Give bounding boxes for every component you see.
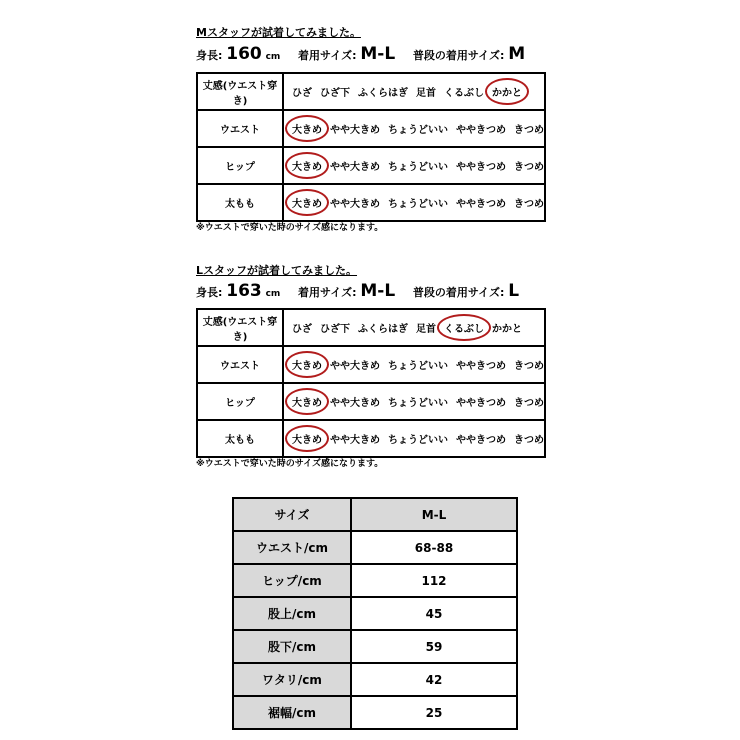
fit-option: きつめ bbox=[514, 435, 544, 446]
size-table-header-row bbox=[233, 498, 517, 531]
fit-option: やや大きめ bbox=[330, 162, 380, 173]
m-fit-note: ※ウエストで穿いた時のサイズ感になります。 bbox=[196, 223, 384, 233]
fit-option-selected: 大きめ bbox=[292, 158, 322, 173]
fit-row-label: 丈感(ウエスト穿き) bbox=[197, 309, 283, 346]
l-usual-size-value: L bbox=[508, 281, 520, 301]
size-row-label: ウエスト/cm bbox=[233, 531, 351, 564]
size-header-label: サイズ bbox=[233, 498, 351, 531]
size-row-value: 45 bbox=[351, 597, 517, 630]
fit-row bbox=[197, 383, 545, 420]
fit-option: ややきつめ bbox=[456, 398, 506, 409]
fit-options-cell bbox=[283, 383, 545, 420]
fit-row-label: ウエスト bbox=[197, 346, 283, 383]
fit-option-selected: かかと bbox=[492, 84, 522, 99]
l-usual-size-label: 普段の着用サイズ: bbox=[412, 286, 505, 299]
fit-row-label: ウエスト bbox=[197, 110, 283, 147]
size-row-label: ワタリ/cm bbox=[233, 663, 351, 696]
fit-options-cell bbox=[283, 147, 545, 184]
l-height-unit: cm bbox=[265, 289, 281, 299]
size-row-label: ヒップ/cm bbox=[233, 564, 351, 597]
size-row-label: 裾幅/cm bbox=[233, 696, 351, 729]
fit-option: ちょうどいい bbox=[388, 435, 448, 446]
fit-option: ひざ bbox=[292, 88, 312, 99]
fit-option: やや大きめ bbox=[330, 125, 380, 136]
m-height-value: 160 bbox=[226, 44, 262, 64]
l-try-size-value: M-L bbox=[360, 281, 396, 301]
fit-option: やや大きめ bbox=[330, 435, 380, 446]
l-try-size-label: 着用サイズ: bbox=[298, 286, 357, 299]
l-staff-stats bbox=[196, 281, 519, 301]
fit-options-cell bbox=[283, 346, 545, 383]
fit-option: ややきつめ bbox=[456, 125, 506, 136]
fit-option-selected: 大きめ bbox=[292, 195, 322, 210]
size-row bbox=[233, 663, 517, 696]
fit-row bbox=[197, 309, 545, 346]
fit-row-label: ヒップ bbox=[197, 383, 283, 420]
m-try-size-label: 着用サイズ: bbox=[298, 49, 357, 62]
fit-option: ややきつめ bbox=[456, 199, 506, 210]
fit-option: ひざ下 bbox=[320, 324, 350, 335]
size-row bbox=[233, 696, 517, 729]
fit-option-selected: 大きめ bbox=[292, 431, 322, 446]
l-height-value: 163 bbox=[226, 281, 262, 301]
fit-option: ひざ bbox=[292, 324, 312, 335]
fit-option: きつめ bbox=[514, 125, 544, 136]
fit-row-label: ヒップ bbox=[197, 147, 283, 184]
l-fit-table bbox=[196, 308, 546, 458]
fit-option-selected: 大きめ bbox=[292, 357, 322, 372]
fit-row-label: 丈感(ウエスト穿き) bbox=[197, 73, 283, 110]
m-try-size-value: M-L bbox=[360, 44, 396, 64]
fit-option: 足首 bbox=[416, 324, 436, 335]
fit-row bbox=[197, 147, 545, 184]
fit-option: 足首 bbox=[416, 88, 436, 99]
size-row-value: 68-88 bbox=[351, 531, 517, 564]
size-row-value: 59 bbox=[351, 630, 517, 663]
size-row-value: 42 bbox=[351, 663, 517, 696]
m-fit-table bbox=[196, 72, 546, 222]
size-row bbox=[233, 630, 517, 663]
fit-option: ややきつめ bbox=[456, 162, 506, 173]
fit-options-cell bbox=[283, 184, 545, 221]
fit-option: やや大きめ bbox=[330, 361, 380, 372]
size-row-label: 股下/cm bbox=[233, 630, 351, 663]
fit-row bbox=[197, 420, 545, 457]
fit-option: くるぶし bbox=[444, 88, 484, 99]
fit-option: ちょうどいい bbox=[388, 199, 448, 210]
fit-option-selected: 大きめ bbox=[292, 121, 322, 136]
fit-option: やや大きめ bbox=[330, 199, 380, 210]
fit-option: ちょうどいい bbox=[388, 398, 448, 409]
fit-row bbox=[197, 110, 545, 147]
fit-option: ややきつめ bbox=[456, 361, 506, 372]
size-row bbox=[233, 597, 517, 630]
fit-option: やや大きめ bbox=[330, 398, 380, 409]
size-row-label: 股上/cm bbox=[233, 597, 351, 630]
fit-row bbox=[197, 346, 545, 383]
fit-option: ややきつめ bbox=[456, 435, 506, 446]
fit-option: ちょうどいい bbox=[388, 361, 448, 372]
size-row-value: 25 bbox=[351, 696, 517, 729]
fit-option: ふくらはぎ bbox=[358, 324, 408, 335]
fit-option: きつめ bbox=[514, 398, 544, 409]
fit-option-selected: 大きめ bbox=[292, 394, 322, 409]
fit-option: ふくらはぎ bbox=[358, 88, 408, 99]
fit-options-cell bbox=[283, 420, 545, 457]
fit-option: ちょうどいい bbox=[388, 162, 448, 173]
m-usual-size-label: 普段の着用サイズ: bbox=[412, 49, 505, 62]
size-row-value: 112 bbox=[351, 564, 517, 597]
fit-option: ひざ下 bbox=[320, 88, 350, 99]
fit-option: ちょうどいい bbox=[388, 125, 448, 136]
fit-row bbox=[197, 184, 545, 221]
l-staff-heading: Lスタッフが試着してみました。 bbox=[196, 264, 358, 277]
fit-option-selected: くるぶし bbox=[444, 320, 484, 335]
m-staff-heading: Mスタッフが試着してみました。 bbox=[196, 26, 361, 39]
fit-option: きつめ bbox=[514, 361, 544, 372]
fit-row-label: 太もも bbox=[197, 184, 283, 221]
size-table bbox=[232, 497, 518, 730]
l-fit-note: ※ウエストで穿いた時のサイズ感になります。 bbox=[196, 459, 384, 469]
fit-row-label: 太もも bbox=[197, 420, 283, 457]
fit-option: かかと bbox=[492, 324, 522, 335]
fit-options-cell bbox=[283, 110, 545, 147]
fit-option: きつめ bbox=[514, 162, 544, 173]
m-height-unit: cm bbox=[265, 52, 281, 62]
m-staff-stats bbox=[196, 44, 525, 64]
m-height-label: 身長: bbox=[196, 49, 223, 62]
l-height-label: 身長: bbox=[196, 286, 223, 299]
fit-options-cell bbox=[283, 73, 545, 110]
size-header-value: M-L bbox=[351, 498, 517, 531]
fit-row bbox=[197, 73, 545, 110]
m-usual-size-value: M bbox=[508, 44, 526, 64]
size-row bbox=[233, 531, 517, 564]
size-row bbox=[233, 564, 517, 597]
fit-options-cell bbox=[283, 309, 545, 346]
fit-option: きつめ bbox=[514, 199, 544, 210]
